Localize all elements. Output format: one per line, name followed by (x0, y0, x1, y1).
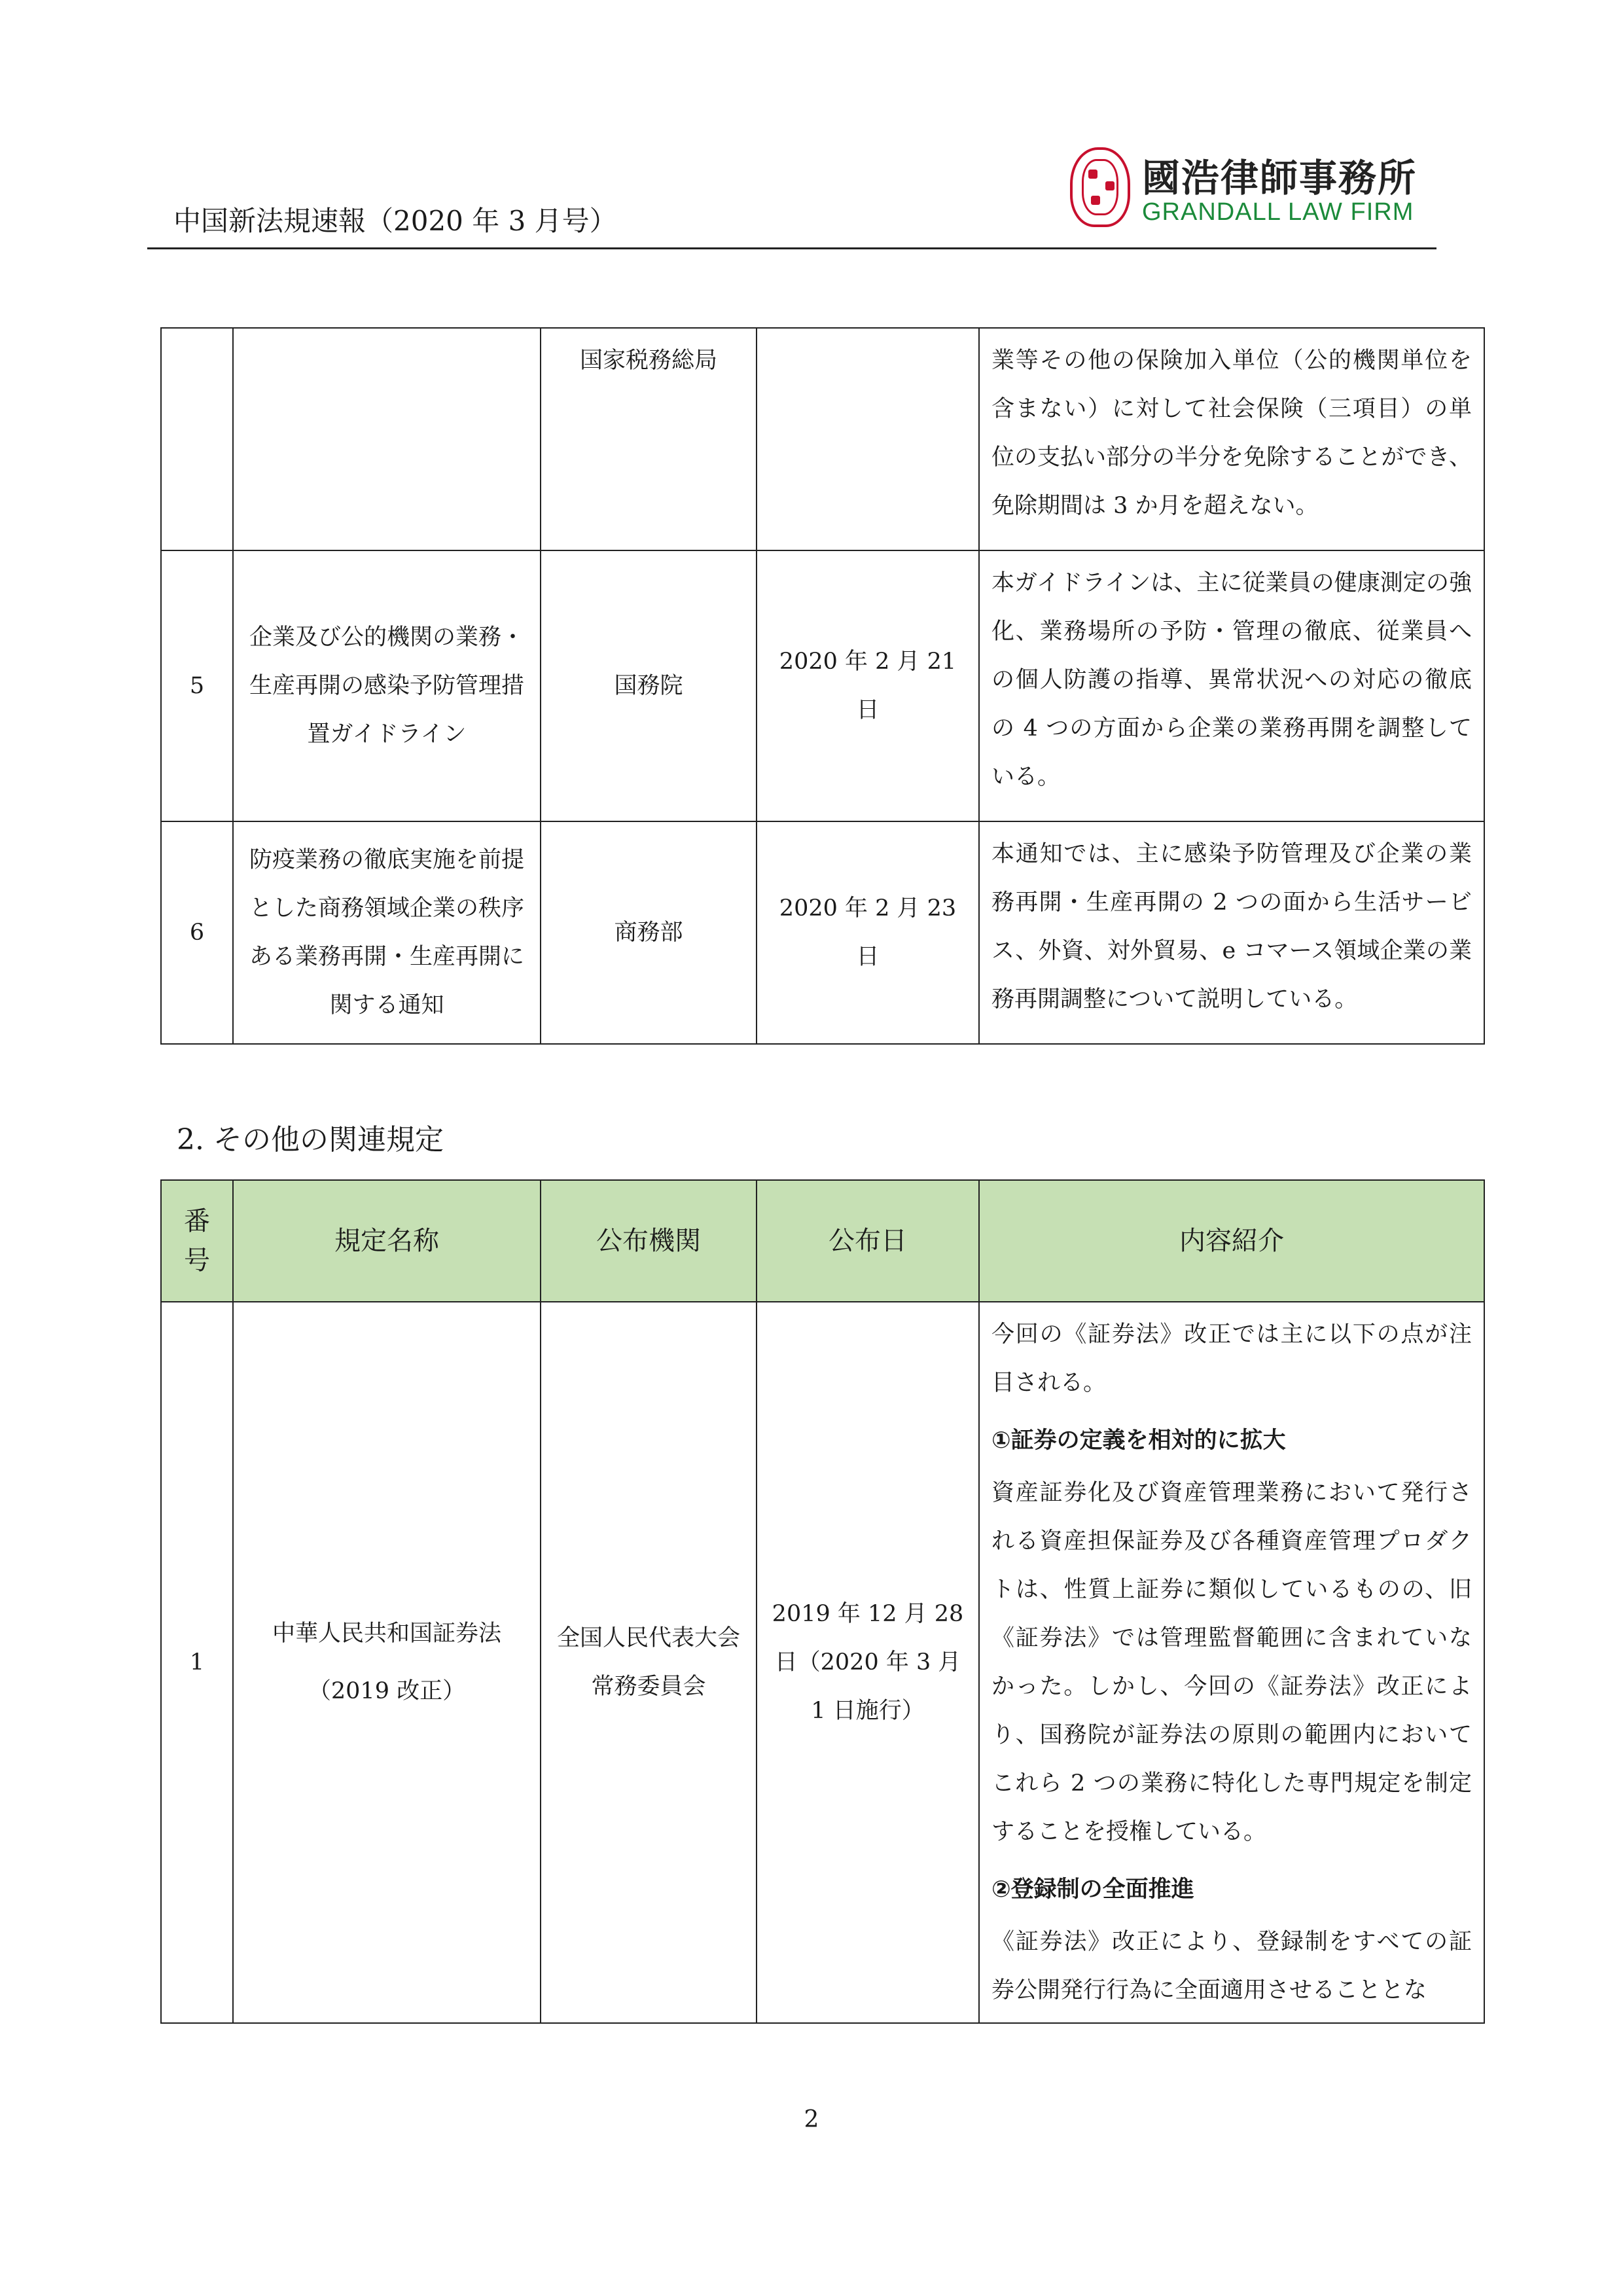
page-header (147, 134, 1436, 252)
row-number (161, 328, 233, 550)
issue-date: 2020 年 2 月 21 日 (757, 550, 979, 821)
logo-english-name: GRANDALL LAW FIRM (1142, 198, 1414, 226)
table-header-row (161, 1180, 1484, 1302)
seal-icon (1070, 147, 1130, 227)
table-row (161, 550, 1484, 821)
regulation-name: 防疫業務の徹底実施を前提とした商務領域企業の秩序ある業務再開・生産再開に関する通知 (233, 821, 541, 1044)
header-number: 番号 (161, 1180, 233, 1302)
issue-date (757, 328, 979, 550)
header-authority: 公布機関 (541, 1180, 757, 1302)
content-summary: 本通知では、主に感染予防管理及び企業の業務再開・生産再開の 2 つの面から生活サービス、外資、対外貿易、e コマース領域企業の業務再開調整について説明している。 (979, 821, 1484, 1044)
header-date: 公布日 (757, 1180, 979, 1302)
content-summary: 業等その他の保険加入単位（公的機関単位を含まない）に対して社会保険（三項目）の単位の支払い部分の半分を免除することができ、免除期間は 3 か月を超えない。 (979, 328, 1484, 550)
regulation-name: 企業及び公的機関の業務・生産再開の感染予防管理措置ガイドライン (233, 550, 541, 821)
content-summary: 本ガイドラインは、主に従業員の健康測定の強化、業務場所の予防・管理の徹底、従業員への個人防護の指導、異常状況への対応の徹底の 4 つの方面から企業の業務再開を調整している。 (979, 550, 1484, 821)
header-content: 内容紹介 (979, 1180, 1484, 1302)
row-number: 1 (161, 1302, 233, 2023)
point-1-title: ①証券の定義を相対的に拡大 (991, 1427, 1286, 1454)
header-name: 規定名称 (233, 1180, 541, 1302)
header-title: 中国新法規速報（2020 年 3 月号） (173, 205, 617, 237)
regulation-name-line2: （2019 改正） (308, 1678, 466, 1704)
logo-chinese-name: 國浩律師事務所 (1142, 156, 1418, 200)
table-row (161, 328, 1484, 550)
point-2-body: 《証券法》改正により、登録制をすべての証券公開発行行為に全面適用させることとな (991, 1929, 1472, 2003)
issue-date: 2020 年 2 月 23 日 (757, 821, 979, 1044)
point-1-body: 資産証券化及び資産管理業務において発行される資産担保証券及び各種資産管理プロダクトは、性質上証券に類似しているものの、旧《証券法》では管理監督範囲に含まれていなかった。しかし、今回の《証券法》改正により、国務院が証券法の原則の範囲内においてこれら 2 つの業務に特化した専門規定を制定することを授権している。 (991, 1480, 1472, 1845)
content-summary (979, 1302, 1484, 2023)
row-number: 6 (161, 821, 233, 1044)
issuing-authority: 全国人民代表大会常務委員会 (541, 1302, 757, 2023)
regulations-table-1 (160, 327, 1485, 1045)
firm-logo (1070, 147, 1436, 232)
page-number: 2 (804, 2106, 819, 2133)
issuing-authority: 国家税務総局 (541, 328, 757, 550)
issue-date: 2019 年 12 月 28 日（2020 年 3 月 1 日施行） (757, 1302, 979, 2023)
header-rule (147, 247, 1436, 249)
issuing-authority: 商務部 (541, 821, 757, 1044)
section-title: 2. その他の関連規定 (177, 1123, 444, 1157)
point-2-title: ②登録制の全面推進 (991, 1876, 1194, 1903)
issuing-authority: 国務院 (541, 550, 757, 821)
regulations-table-2 (160, 1179, 1485, 2024)
table-row (161, 821, 1484, 1044)
row-number: 5 (161, 550, 233, 821)
table-row (161, 1302, 1484, 2023)
regulation-name (233, 328, 541, 550)
regulation-name (233, 1302, 541, 2023)
content-intro: 今回の《証券法》改正では主に以下の点が注目される。 (991, 1321, 1472, 1396)
regulation-name-line1: 中華人民共和国証券法 (272, 1621, 501, 1647)
